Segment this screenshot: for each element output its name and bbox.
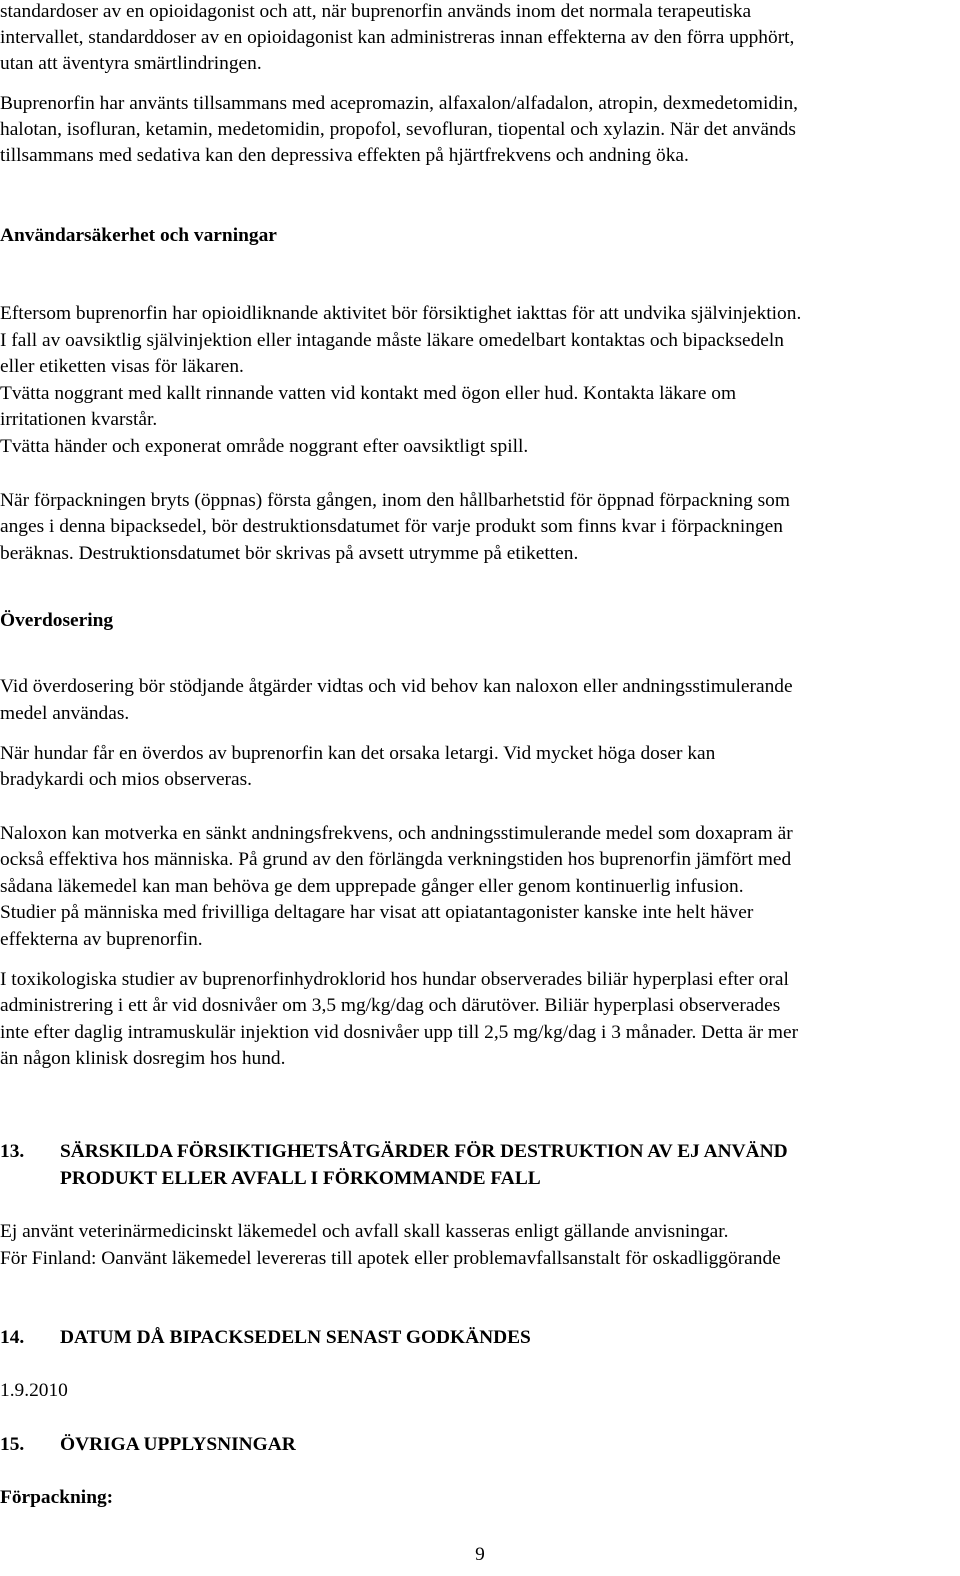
text-line: inte efter daglig intramuskulär injektion vid dosnivåer upp till 2,5 mg/kg/dag i 3 månader. Detta är mer — [0, 1022, 799, 1043]
text-line: Studier på människa med frivilliga deltagare har visat att opiatantagonister kanske inte helt häver — [0, 902, 754, 923]
text-line: halotan, isofluran, ketamin, medetomidin, propofol, sevofluran, tiopental och xylazin. När det används — [0, 119, 796, 140]
section-13-title: SÄRSKILDA FÖRSIKTIGHETSÅTGÄRDER FÖR DESTRUKTION AV EJ ANVÄND — [60, 1141, 788, 1162]
text-line: intervallet, standarddoser av en opioidagonist kan administreras innan effekterna av den förra upphört, — [0, 27, 795, 48]
section-13-number: 13. — [0, 1141, 25, 1162]
section-14-number: 14. — [0, 1327, 25, 1348]
text-line: anges i denna bipacksedel, bör destruktionsdatumet för varje produkt som finns kvar i förpackningen — [0, 516, 783, 537]
text-line: I fall av oavsiktlig självinjektion eller intagande måste läkare omedelbart kontaktas och bipacksedeln — [0, 330, 784, 351]
section-14-title: DATUM DÅ BIPACKSEDELN SENAST GODKÄNDES — [60, 1327, 531, 1348]
text-line: När förpackningen bryts (öppnas) första gången, inom den hållbarhetstid för öppnad förpackning som — [0, 490, 790, 511]
section-heading-overdose: Överdosering — [0, 610, 114, 631]
text-line: Vid överdosering bör stödjande åtgärder vidtas och vid behov kan naloxon eller andningsstimulerande — [0, 676, 793, 697]
section-15-title: ÖVRIGA UPPLYSNINGAR — [60, 1434, 296, 1455]
approval-date: 1.9.2010 — [0, 1380, 68, 1401]
text-line: administrering i ett år vid dosnivåer om 3,5 mg/kg/dag och därutöver. Biliär hyperplasi observerades — [0, 995, 781, 1016]
text-line: När hundar får en överdos av buprenorfin kan det orsaka letargi. Vid mycket höga doser kan — [0, 743, 716, 764]
text-line: Naloxon kan motverka en sänkt andningsfrekvens, och andningsstimulerande medel som doxapram är — [0, 823, 793, 844]
text-line: Tvätta händer och exponerat område noggrant efter oavsiktligt spill. — [0, 436, 529, 457]
section-13-title: PRODUKT ELLER AVFALL I FÖRKOMMANDE FALL — [60, 1168, 541, 1189]
text-line: Tvätta noggrant med kallt rinnande vatten vid kontakt med ögon eller hud. Kontakta läkare om — [0, 383, 737, 404]
page-number: 9 — [475, 1544, 485, 1565]
text-line: medel användas. — [0, 703, 130, 724]
text-line: eller etiketten visas för läkaren. — [0, 356, 244, 377]
text-line: effekterna av buprenorfin. — [0, 929, 203, 950]
text-line: utan att äventyra smärtlindringen. — [0, 53, 262, 74]
section-heading-user-safety: Användarsäkerhet och varningar — [0, 225, 277, 246]
text-line: Eftersom buprenorfin har opioidliknande aktivitet bör försiktighet iakttas för att undvika självinjektion. — [0, 303, 802, 324]
text-line: Buprenorfin har använts tillsammans med acepromazin, alfaxalon/alfadalon, atropin, dexmedetomidin, — [0, 93, 798, 114]
packaging-label: Förpackning: — [0, 1487, 114, 1508]
text-line: standardoser av en opioidagonist och att, när buprenorfin används inom det normala terapeutiska — [0, 1, 752, 22]
text-line: tillsammans med sedativa kan den depressiva effekten på hjärtfrekvens och andning öka. — [0, 145, 689, 166]
text-line: I toxikologiska studier av buprenorfinhydroklorid hos hundar observerades biliär hyperplasi efter oral — [0, 969, 789, 990]
text-line: också effektiva hos människa. På grund av den förlängda verkningstiden hos buprenorfin jämfört med — [0, 849, 792, 870]
text-line: beräknas. Destruktionsdatumet bör skrivas på avsett utrymme på etiketten. — [0, 543, 579, 564]
text-line: För Finland: Oanvänt läkemedel levereras till apotek eller problemavfallsanstalt för oskadliggörande — [0, 1248, 781, 1269]
text-line: irritationen kvarstår. — [0, 409, 158, 430]
text-line: bradykardi och mios observeras. — [0, 769, 253, 790]
section-15-number: 15. — [0, 1434, 25, 1455]
text-line: än någon klinisk dosregim hos hund. — [0, 1048, 286, 1069]
text-line: sådana läkemedel kan man behöva ge dem upprepade gånger eller genom kontinuerlig infusion. — [0, 876, 744, 897]
text-line: Ej använt veterinärmedicinskt läkemedel och avfall skall kasseras enligt gällande anvisningar. — [0, 1221, 729, 1242]
